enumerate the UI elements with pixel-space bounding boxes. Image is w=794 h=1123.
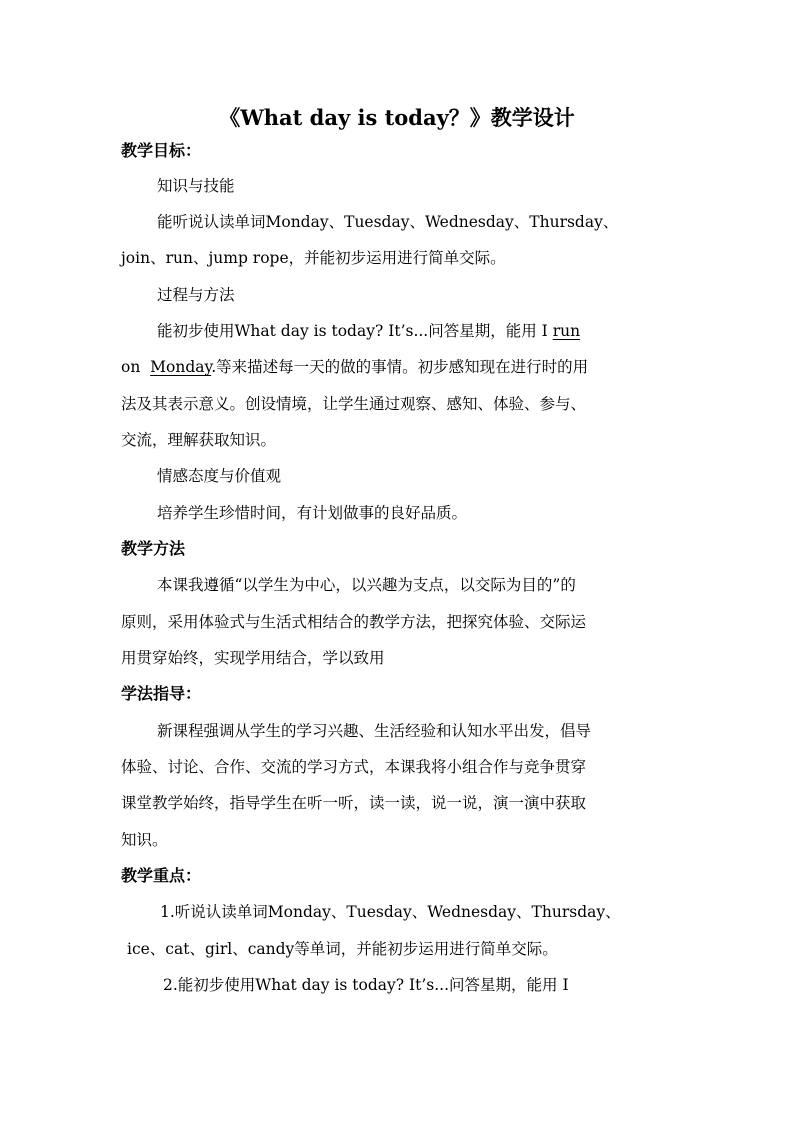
underlined-run: run (552, 322, 581, 340)
emotion-heading: 情感态度与价值观 (157, 467, 282, 485)
guidance-line-1: 新课程强调从学生的学习兴趣、生活经验和认知水平出发，倡导 (157, 722, 592, 740)
process-line-3: 法及其表示意义。创设情境，让学生通过观察、感知、体验、参与、 (121, 395, 587, 413)
keypoint-2-line-1: 2.能初步使用What day is today? It’s...问答星期，能用 I (163, 976, 569, 994)
process-line-1-text: 能初步使用What day is today? It’s...问答星期，能用 I (157, 322, 553, 340)
keypoint-1-line-2: ice、cat、girl、candy等单词，并能初步运用进行简单交际。 (127, 940, 558, 958)
methods-line-1: 本课我遵循“以学生为中心，以兴趣为支点，以交际为目的”的 (157, 576, 576, 594)
keypoint-1-line-1: 1.听说认读单词Monday、Tuesday、Wednesday、Thursday、 (160, 903, 621, 921)
process-line-2-text: .等来描述每一天的做的事情。初步感知现在进行时的用 (211, 358, 589, 376)
methods-heading: 教学方法 (121, 539, 186, 558)
process-line-1 (157, 319, 580, 343)
methods-line-3: 用贯穿始终，实现学用结合，学以致用 (121, 649, 385, 667)
process-line-2 (121, 355, 588, 379)
document-title: 《What day is today？》教学设计 (219, 105, 575, 130)
knowledge-line-2: join、run、jump rope，并能初步运用进行简单交际。 (121, 249, 506, 267)
underlined-monday: Monday (150, 358, 212, 376)
process-line-4: 交流，理解获取知识。 (121, 431, 277, 449)
methods-line-2: 原则，采用体验式与生活式相结合的教学方法，把探究体验、交际运 (121, 613, 587, 631)
process-heading: 过程与方法 (157, 286, 235, 304)
guidance-line-4: 知识。 (121, 831, 168, 849)
knowledge-heading: 知识与技能 (157, 177, 235, 195)
guidance-line-3: 课堂教学始终，指导学生在听一听，读一读，说一说，演一演中获取 (121, 794, 587, 812)
guidance-line-2: 体验、讨论、合作、交流的学习方式，本课我将小组合作与竞争贯穿 (121, 758, 587, 776)
goals-heading: 教学目标： (121, 141, 202, 160)
emotion-line-1: 培养学生珍惜时间，有计划做事的良好品质。 (157, 504, 468, 522)
guidance-heading: 学法指导： (121, 684, 202, 703)
knowledge-line-1: 能听说认读单词Monday、Tuesday、Wednesday、Thursday、 (157, 213, 619, 231)
process-line-2-on: on (121, 358, 151, 376)
keypoints-heading: 教学重点： (121, 866, 202, 885)
